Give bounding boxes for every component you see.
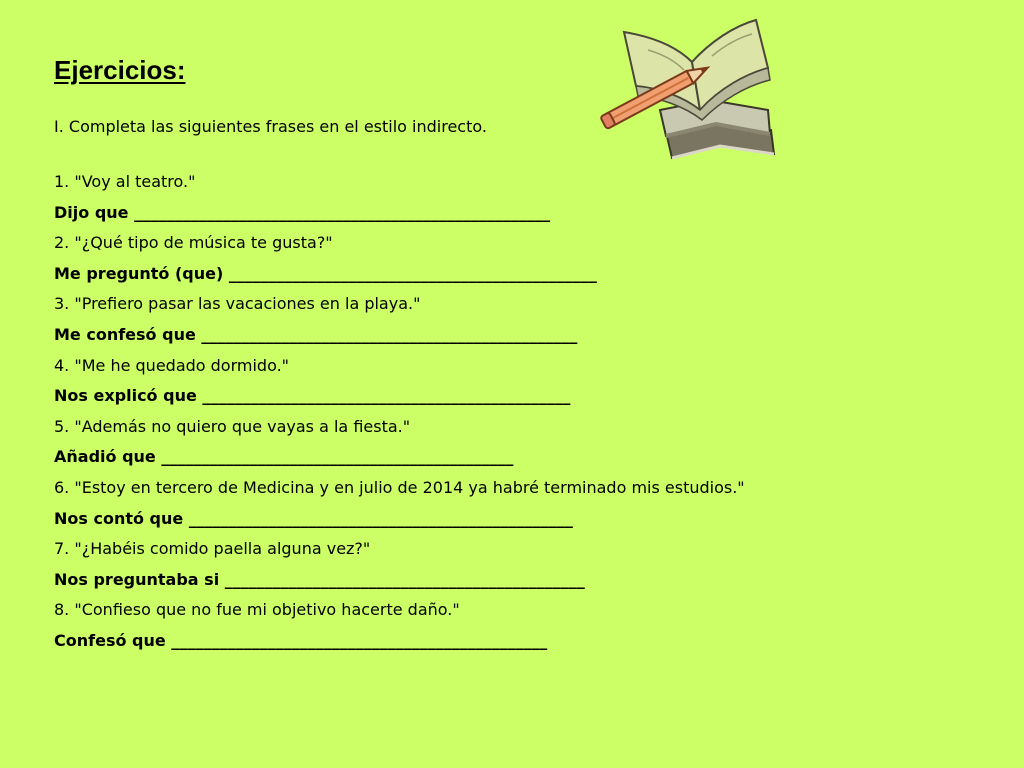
instruction-text: I. Completa las siguientes frases en el estilo indirecto.	[54, 117, 487, 136]
exercise-item	[54, 289, 745, 350]
exercise-item	[54, 595, 745, 656]
exercise-list	[54, 167, 745, 657]
exercise-item	[54, 473, 745, 534]
exercise-answer-line: Me confesó que _______________________________________________	[54, 324, 578, 344]
exercise-answer-line: Nos preguntaba si _____________________________________________	[54, 569, 585, 589]
exercise-item	[54, 167, 745, 228]
exercise-quote: 7. "¿Habéis comido paella alguna vez?"	[54, 539, 371, 559]
exercise-answer-line: Me preguntó (que) ______________________________________________	[54, 263, 597, 283]
exercise-answer-line: Nos contó que ________________________________________________	[54, 508, 573, 528]
exercise-item	[54, 351, 745, 412]
exercise-item	[54, 412, 745, 473]
exercise-answer-line: Añadió que ____________________________________________	[54, 447, 514, 467]
exercise-answer-line: Dijo que ____________________________________________________	[54, 202, 551, 222]
exercise-quote: 6. "Estoy en tercero de Medicina y en julio de 2014 ya habré terminado mis estudios."	[54, 477, 745, 497]
books-and-pencil-icon	[596, 14, 780, 164]
page-title: Ejercicios:	[54, 55, 186, 85]
exercise-item	[54, 228, 745, 289]
exercise-answer-line: Nos explicó que ______________________________________________	[54, 386, 571, 406]
exercise-quote: 3. "Prefiero pasar las vacaciones en la playa."	[54, 294, 421, 314]
exercise-answer-line: Confesó que _______________________________________________	[54, 630, 548, 650]
exercise-item	[54, 534, 745, 595]
exercise-quote: 2. "¿Qué tipo de música te gusta?"	[54, 233, 333, 253]
exercise-quote: 4. "Me he quedado dormido."	[54, 355, 290, 375]
exercise-quote: 5. "Además no quiero que vayas a la fiesta."	[54, 416, 411, 436]
exercise-quote: 8. "Confieso que no fue mi objetivo hacerte daño."	[54, 600, 460, 620]
exercise-quote: 1. "Voy al teatro."	[54, 172, 196, 191]
